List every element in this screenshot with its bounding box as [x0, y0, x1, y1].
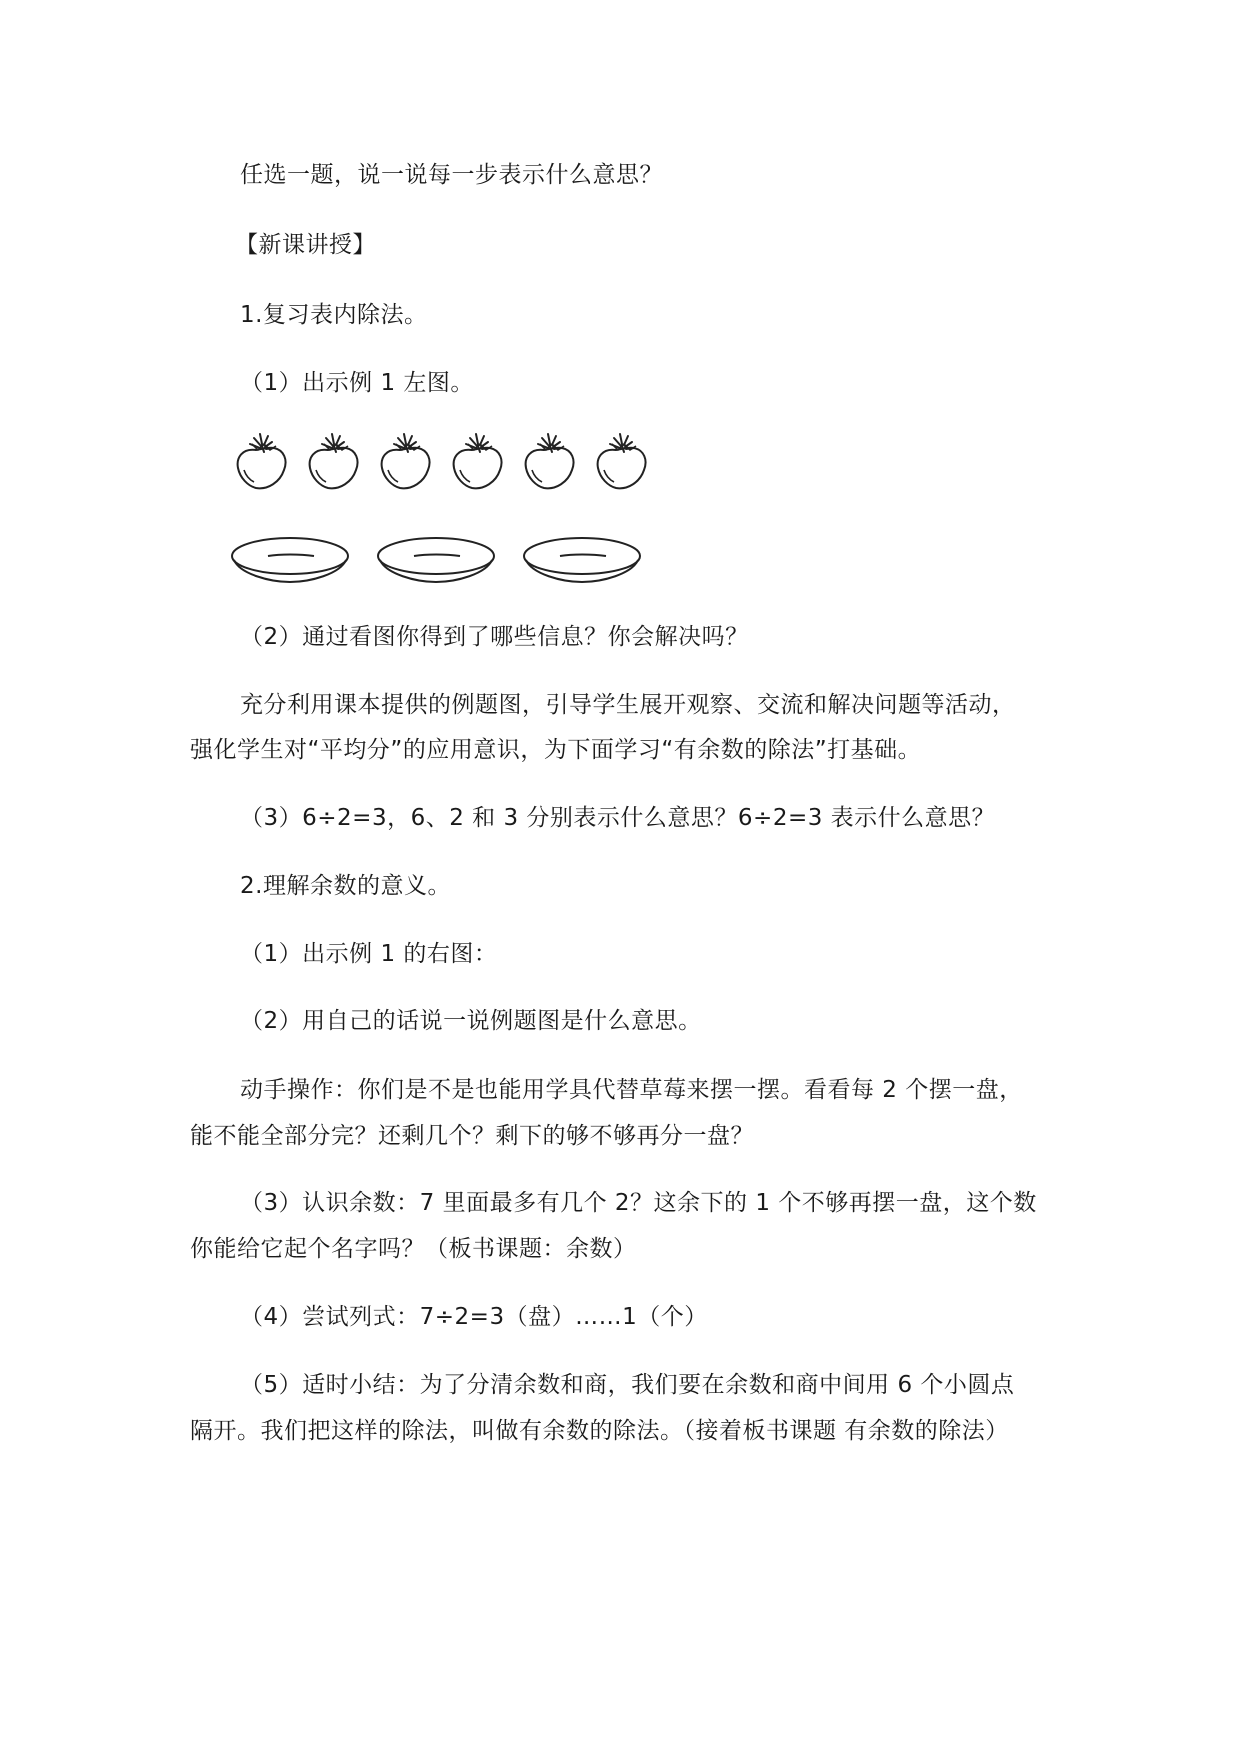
paragraph-line: 能不能全部分完？还剩几个？剩下的够不够再分一盘？ [190, 1123, 754, 1149]
strawberry-icon [238, 434, 286, 488]
sub-step: （5）适时小结：为了分清余数和商，我们要在余数和商中间用 6 个小圆点 [240, 1372, 1015, 1398]
paragraph-line: 充分利用课本提供的例题图，引导学生展开观察、交流和解决问题等活动， [240, 692, 1016, 718]
paragraph-line: 强化学生对“平均分”的应用意识，为下面学习“有余数的除法”打基础。 [190, 737, 922, 763]
sub-step: （2）用自己的话说一说例题图是什么意思。 [240, 1008, 702, 1034]
strawberry-icon [598, 434, 646, 488]
strawberry-icon [382, 434, 430, 488]
sub-step-continued: 隔开。我们把这样的除法，叫做有余数的除法。（接着板书课题 有余数的除法） [190, 1418, 1009, 1444]
prompt-line: 任选一题，说一说每一步表示什么意思？ [240, 162, 663, 188]
strawberry-icon [526, 434, 574, 488]
strawberry-icon [454, 434, 502, 488]
sub-step: （3）6÷2=3，6、2 和 3 分别表示什么意思？6÷2=3 表示什么意思？ [240, 805, 996, 831]
example-figure [230, 430, 680, 595]
sub-step: （1）出示例 1 左图。 [240, 370, 474, 396]
sub-step-continued: 你能给它起个名字吗？（板书课题：余数） [190, 1236, 637, 1262]
plate-icon [524, 538, 640, 582]
strawberry-icon [310, 434, 358, 488]
step-heading: 2.理解余数的意义。 [240, 873, 451, 899]
paragraph-line: 动手操作：你们是不是也能用学具代替草莓来摆一摆。看看每 2 个摆一盘， [240, 1077, 1023, 1103]
plate-icon [378, 538, 494, 582]
sub-step: （2）通过看图你得到了哪些信息？你会解决吗？ [240, 624, 749, 650]
strawberries-and-plates [230, 430, 680, 595]
sub-step: （1）出示例 1 的右图： [240, 941, 498, 967]
step-heading: 1.复习表内除法。 [240, 302, 428, 328]
sub-step: （3）认识余数：7 里面最多有几个 2？这余下的 1 个不够再摆一盘，这个数 [240, 1190, 1037, 1216]
sub-step: （4）尝试列式：7÷2=3（盘）……1（个） [240, 1304, 708, 1330]
plate-icon [232, 538, 348, 582]
section-heading: 【新课讲授】 [235, 232, 376, 258]
